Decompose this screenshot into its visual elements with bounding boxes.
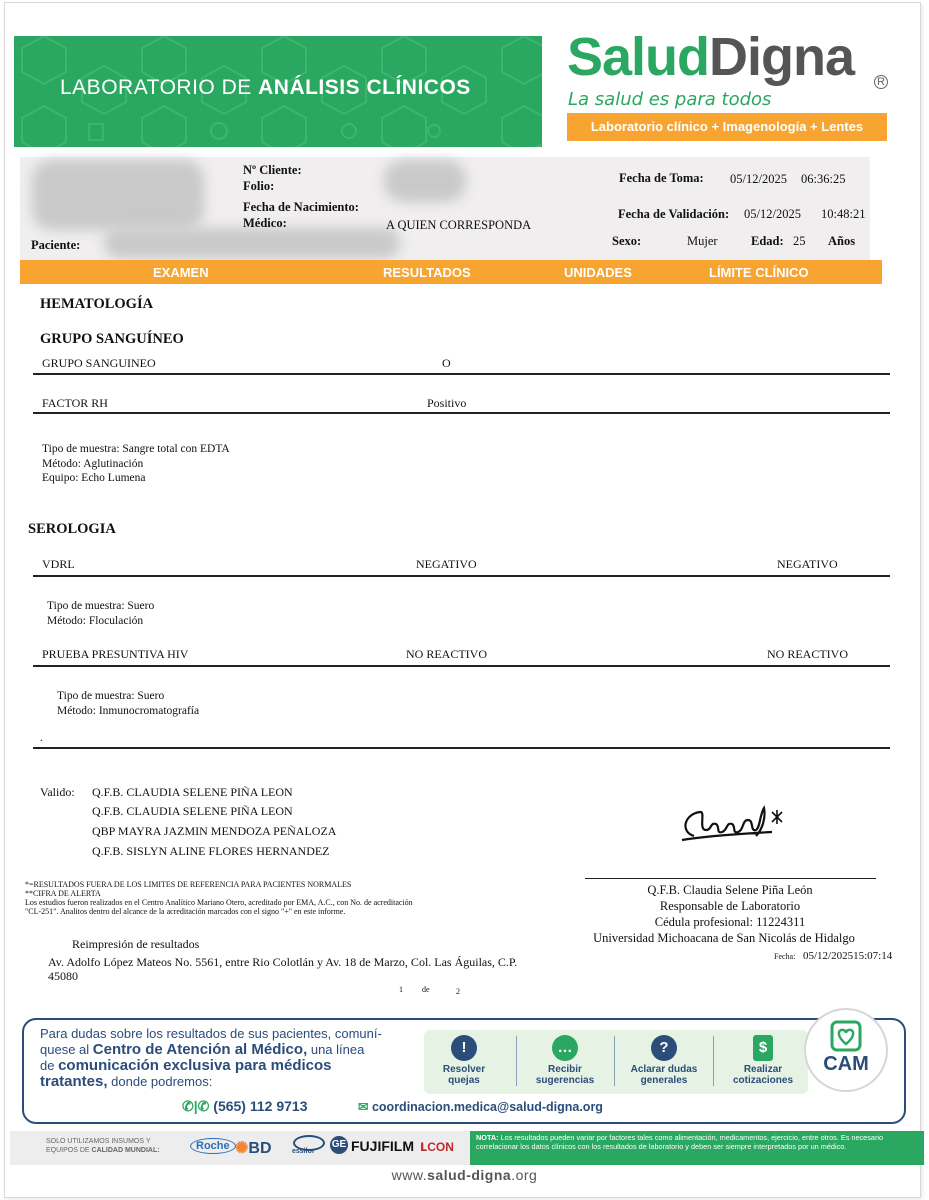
sample-note: Tipo de muestra: Suero Método: Floculación — [47, 600, 155, 627]
validator-name: QBP MAYRA JAZMIN MENDOZA PEÑALOZA — [92, 824, 337, 838]
row-divider — [33, 373, 890, 375]
page-total: 2 — [456, 987, 460, 996]
action-receive-suggestions: … Recibir sugerencias — [520, 1033, 610, 1086]
section-grupo-sanguineo: GRUPO SANGUÍNEO — [40, 331, 184, 347]
responsible-role: Responsable de Laboratorio — [659, 899, 801, 913]
validation-date-value: 05/12/2025 — [744, 207, 801, 221]
action-clarify-questions: ? Aclarar dudas generales — [619, 1033, 709, 1086]
sample-date-label: Fecha de Toma: — [619, 171, 704, 185]
reprint-title: Reimpresión de resultados — [72, 937, 200, 951]
registered-mark: R — [874, 75, 888, 89]
bd-sun-icon: ✺ — [235, 1140, 249, 1157]
section-hematologia: HEMATOLOGÍA — [40, 296, 154, 312]
mail-icon: ✉ — [358, 1100, 369, 1114]
page-current: 1 — [399, 985, 403, 994]
handwritten-signature-icon — [676, 800, 788, 855]
sample-time-value: 06:36:25 — [801, 172, 846, 186]
validated-label: Valido: — [40, 785, 75, 799]
test-limit-vdrl: NEGATIVO — [777, 557, 838, 571]
sample-note: Tipo de muestra: Sangre total con EDTA Método: Aglutinación Equipo: Echo Lumena — [42, 443, 230, 484]
test-name-vdrl: VDRL — [42, 557, 75, 571]
salud-digna-logo: SaludDigna — [567, 27, 855, 87]
footnotes: *=RESULTADOS FUERA DE LOS LIMITES DE REFERENCIA PARA PACIENTES NORMALES **CIFRA DE ALERTA Los estudios fueron realizados en el Centro Analítico Mariano Otero, acreditado por EMA, A.C., con No. de acreditación "CL-251". Analitos dentro del alcance de la acreditación marcados con el signo "+" en este informe. — [25, 880, 413, 916]
cam-badge: CAM — [806, 1010, 886, 1090]
responsible-cedula: Cédula profesional: 11224311 — [654, 915, 806, 929]
column-exam: EXAMEN — [153, 265, 209, 280]
column-clinical-limit: LÍMITE CLÍNICO — [709, 265, 809, 280]
print-date-value: 05/12/202515:07:14 — [803, 950, 893, 962]
redacted-client-id — [384, 160, 466, 202]
test-result-vdrl: NEGATIVO — [416, 557, 477, 571]
results-disclaimer: NOTA: Los resultados pueden variar por factores tales como alimentación, medicamentos, ejercicio, entre otros. Es necesario correlacionar los datos clínicos con los resultados de laboratorio y deben ser siempre interpretados por un médico. — [470, 1131, 924, 1165]
client-number-label: Nº Cliente: — [243, 163, 302, 177]
page-separator: de — [422, 985, 430, 994]
row-divider — [33, 665, 890, 667]
age-value: 25 — [793, 234, 806, 248]
brand-fujifilm: FUJIFILM — [351, 1138, 414, 1154]
logo-tagline: La salud es para todos — [568, 89, 772, 110]
lab-banner — [14, 36, 542, 147]
lab-address-zip: 45080 — [48, 969, 78, 983]
validator-name: Q.F.B. SISLYN ALINE FLORES HERNANDEZ — [92, 844, 330, 858]
brand-essilor: essilor — [292, 1148, 315, 1155]
responsible-university: Universidad Michoacana de San Nicolás de Hidalgo — [593, 931, 855, 945]
question-icon: ? — [651, 1035, 677, 1061]
test-result-hiv: NO REACTIVO — [406, 647, 487, 661]
test-result-rh-factor: Positivo — [427, 396, 467, 410]
column-results: RESULTADOS — [383, 265, 471, 280]
doctor-label: Médico: — [243, 216, 287, 228]
email-contact[interactable]: ✉ coordinacion.medica@salud-digna.org — [358, 1100, 603, 1114]
clipboard-heart-icon — [826, 1018, 866, 1052]
test-limit-hiv: NO REACTIVO — [767, 647, 848, 661]
lab-address: Av. Adolfo López Mateos No. 5561, entre Rio Colotlán y Av. 18 de Marzo, Col. Las Águilas, C.P. — [48, 955, 518, 969]
responsible-name: Q.F.B. Claudia Selene Piña León — [647, 883, 813, 897]
validation-time-value: 10:48:21 — [821, 207, 866, 221]
action-divider — [713, 1036, 714, 1086]
whatsapp-phone-icon: ✆|✆ — [182, 1098, 210, 1114]
chat-bubbles-icon: … — [552, 1035, 578, 1061]
redacted-patient-name — [104, 228, 400, 258]
section-end-divider — [33, 747, 890, 749]
row-divider — [33, 412, 890, 414]
sex-label: Sexo: — [612, 234, 642, 248]
action-request-quotes: $ Realizar cotizaciones — [718, 1033, 808, 1086]
test-result-blood-group: O — [442, 356, 451, 370]
test-name-rh-factor: FACTOR RH — [42, 396, 108, 410]
birthdate-label: Fecha de Nacimiento: — [243, 200, 359, 214]
brand-bd: ✺BD — [235, 1140, 272, 1157]
services-tag: Laboratorio clínico + Imagenología + Lentes — [567, 113, 887, 141]
quality-statement: SOLO UTILIZAMOS INSUMOS Y EQUIPOS DE CALIDAD MUNDIAL: — [46, 1138, 160, 1154]
validator-name: Q.F.B. CLAUDIA SELENE PIÑA LEON — [92, 785, 293, 799]
document-dollar-icon: $ — [753, 1035, 773, 1061]
folio-label: Folio: — [243, 179, 275, 193]
test-name-blood-group: GRUPO SANGUINEO — [42, 356, 156, 370]
doctor-value: A QUIEN CORRESPONDA — [386, 218, 532, 232]
sex-value: Mujer — [687, 234, 718, 248]
action-divider — [516, 1036, 517, 1086]
redacted-photo-block — [32, 160, 204, 230]
validation-date-label: Fecha de Validación: — [618, 207, 730, 221]
website-link[interactable]: www.salud-digna.org — [391, 1167, 538, 1183]
sample-note: Tipo de muestra: Suero Método: Inmunocromatografía — [57, 690, 200, 717]
column-units: UNIDADES — [564, 265, 632, 280]
row-divider — [33, 575, 890, 577]
age-label: Edad: — [751, 234, 784, 248]
doctor-support-text: Para dudas sobre los resultados de sus pacientes, comuní- quese al Centro de Atención al Médico, una línea de comunicación exclusiva para médicos tratantes, donde podremos: — [40, 1026, 382, 1090]
stray-dot: . — [40, 732, 43, 744]
phone-contact[interactable]: ✆|✆ (565) 112 9713 — [182, 1098, 308, 1114]
patient-label: Paciente: — [31, 238, 81, 252]
action-resolve-complaints: ! Resolver quejas — [419, 1033, 509, 1086]
test-name-hiv: PRUEBA PRESUNTIVA HIV — [42, 647, 189, 661]
brand-ge: GE — [330, 1136, 348, 1154]
banner-title: LABORATORIO DE ANÁLISIS CLÍNICOS — [60, 76, 471, 99]
action-divider — [614, 1036, 615, 1086]
signature-line — [585, 878, 876, 879]
responsible-block — [586, 882, 874, 946]
chat-alert-icon: ! — [451, 1035, 477, 1061]
essilor-eye-icon — [293, 1135, 325, 1151]
print-date-label: Fecha: — [774, 952, 796, 961]
section-serologia: SEROLOGIA — [28, 521, 116, 537]
age-unit: Años — [828, 234, 856, 248]
sample-date-value: 05/12/2025 — [730, 172, 787, 186]
validator-name: Q.F.B. CLAUDIA SELENE PIÑA LEON — [92, 804, 293, 818]
brand-roche: Roche — [190, 1138, 236, 1154]
brand-licon: ʟCON — [420, 1138, 454, 1155]
